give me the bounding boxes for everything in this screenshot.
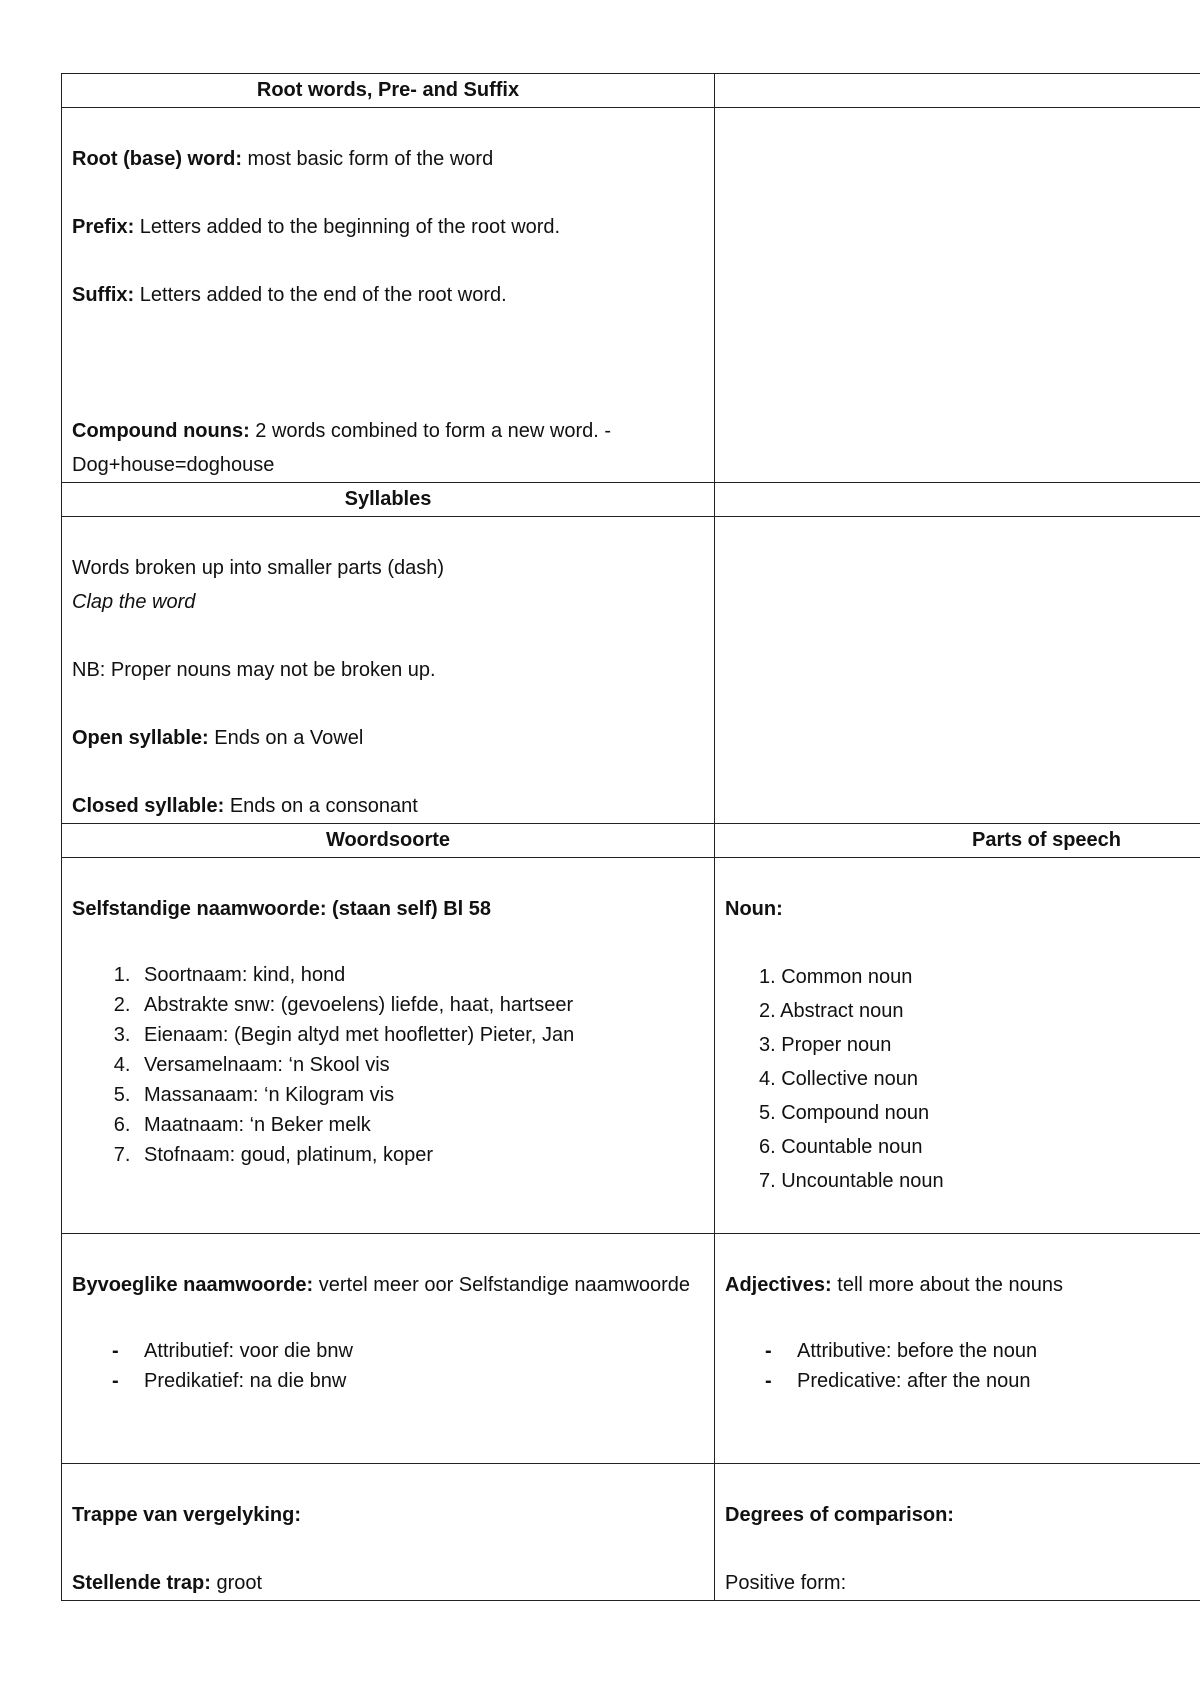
- list-item: 2. Abstract noun: [759, 1000, 904, 1022]
- noun-list: [725, 960, 1191, 1198]
- open-syllable: Open syllable: Ends on a Vowel: [72, 727, 364, 749]
- closed-syllable: Closed syllable: Ends on a consonant: [72, 795, 418, 817]
- degrees-title: Degrees of comparison:: [725, 1504, 954, 1526]
- woordsoorte-header-row: [62, 824, 1200, 858]
- nouns-row: [62, 858, 1200, 1234]
- list-item: 6. Maatnaam: ‘n Beker melk: [136, 1110, 704, 1140]
- noun-content: [715, 858, 1200, 1234]
- root-heading-right: [715, 74, 1200, 108]
- suffix-definition: Suffix: Letters added to the end of the root word.: [72, 284, 507, 306]
- degrees-content: [715, 1464, 1200, 1601]
- stellende-trap: Stellende trap: groot: [72, 1572, 263, 1594]
- noun-title: Noun:: [725, 898, 783, 920]
- list-item: 5. Massanaam: ‘n Kilogram vis: [136, 1080, 704, 1110]
- root-heading: Root words, Pre- and Suffix: [62, 74, 715, 108]
- list-item: 1. Common noun: [759, 966, 913, 988]
- adj-list: [725, 1336, 1191, 1396]
- trappe-title: Trappe van vergelyking:: [72, 1504, 301, 1526]
- woordsoorte-heading: Woordsoorte: [62, 824, 715, 858]
- syllables-line2: Clap the word: [72, 591, 196, 613]
- list-item: 3. Eienaam: (Begin altyd met hoofletter) Pieter, Jan: [136, 1020, 704, 1050]
- list-item: 6. Countable noun: [759, 1136, 923, 1158]
- trappe-content: [62, 1464, 715, 1601]
- parts-of-speech-heading: Parts of speech: [715, 824, 1200, 858]
- list-item: - Predicative: after the noun: [765, 1366, 1191, 1396]
- root-content-row: [62, 108, 1200, 483]
- list-item: 4. Versamelnaam: ‘n Skool vis: [136, 1050, 704, 1080]
- list-item: 1. Soortnaam: kind, hond: [136, 960, 704, 990]
- adj-content: [715, 1234, 1200, 1464]
- degrees-row: [62, 1464, 1200, 1601]
- bnw-definition: Byvoeglike naamwoorde: vertel meer oor Selfstandige naamwoorde: [72, 1274, 691, 1296]
- syllables-content: [62, 517, 715, 824]
- snw-list: [72, 960, 704, 1170]
- list-item: 7. Stofnaam: goud, platinum, koper: [136, 1140, 704, 1170]
- syllables-content-row: [62, 517, 1200, 824]
- root-content: [62, 108, 715, 483]
- root-header-row: [62, 74, 1200, 108]
- notes-table: [61, 73, 1200, 1601]
- bnw-content: [62, 1234, 715, 1464]
- list-item: 4. Collective noun: [759, 1068, 918, 1090]
- syllables-line1: Words broken up into smaller parts (dash): [72, 557, 445, 579]
- syllables-heading: Syllables: [62, 483, 715, 517]
- prefix-definition: Prefix: Letters added to the beginning of the root word.: [72, 216, 561, 238]
- list-item: 2. Abstrakte snw: (gevoelens) liefde, haat, hartseer: [136, 990, 704, 1020]
- list-item: - Attributive: before the noun: [765, 1336, 1191, 1366]
- list-item: - Attributief: voor die bnw: [112, 1336, 704, 1366]
- snw-title: Selfstandige naamwoorde: (staan self) Bl 58: [72, 898, 491, 920]
- positive-form: Positive form:: [725, 1572, 847, 1594]
- compound-definition: Compound nouns: 2 words combined to form a new word. - Dog+house=doghouse: [72, 420, 611, 476]
- syllables-header-row: [62, 483, 1200, 517]
- syllables-content-right: [715, 517, 1200, 824]
- list-item: 5. Compound noun: [759, 1102, 930, 1124]
- bnw-list: [72, 1336, 704, 1396]
- snw-content: [62, 858, 715, 1234]
- syllables-heading-right: [715, 483, 1200, 517]
- root-content-right: [715, 108, 1200, 483]
- syllables-nb: NB: Proper nouns may not be broken up.: [72, 659, 436, 681]
- list-item: 7. Uncountable noun: [759, 1170, 944, 1192]
- list-item: 3. Proper noun: [759, 1034, 892, 1056]
- adj-definition: Adjectives: tell more about the nouns: [725, 1274, 1063, 1296]
- root-definition: Root (base) word: most basic form of the word: [72, 148, 494, 170]
- list-item: - Predikatief: na die bnw: [112, 1366, 704, 1396]
- adjectives-row: [62, 1234, 1200, 1464]
